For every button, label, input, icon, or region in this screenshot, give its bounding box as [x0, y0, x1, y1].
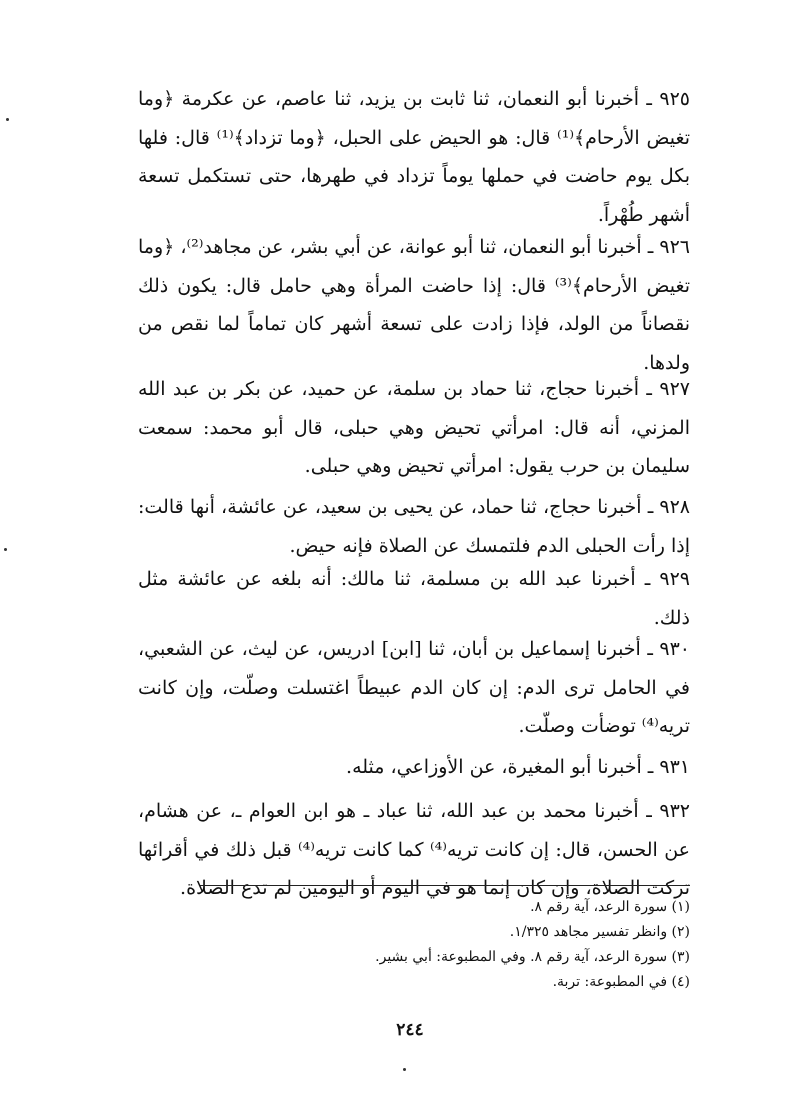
footnote-4: (٤) في المطبوعة: تربة.	[552, 974, 690, 990]
footnotes	[300, 895, 690, 995]
footnote-2: (٢) وانظر تفسير مجاهد ١/٣٢٥.	[509, 924, 690, 940]
hadith-929: ٩٢٩ ـ أخبرنا عبد الله بن مسلمة، ثنا مالك: أنه بلغه عن عائشة مثل ذلك.	[138, 568, 690, 629]
hadith-930: ٩٣٠ ـ أخبرنا إسماعيل بن أبان، ثنا [ابن] ادريس، عن ليث، عن الشعبي، في الحامل ترى الدم: إن كان الدم عبيطاً اغتسلت وصلّت، وإن كانت تريه⁽⁴⁾ توضأت وصلّت.	[138, 638, 690, 737]
page-number: ٢٤٤	[396, 1020, 424, 1040]
scan-mark	[6, 118, 9, 121]
footnote-1: (١) سورة الرعد، آية رقم ٨.	[530, 899, 690, 915]
hadith-927: ٩٢٧ ـ أخبرنا حجاج، ثنا حماد بن سلمة، عن حميد، عن بكر بن عبد الله المزني، أنه قال: امرأتي تحيض وهي حبلى، قال أبو محمد: سمعت سليمان بن حرب يقول: امرأتي تحيض وهي حبلى.	[138, 378, 690, 477]
hadith-932: ٩٣٢ ـ أخبرنا محمد بن عبد الله، ثنا عباد ـ هو ابن العوام ـ، عن هشام، عن الحسن، قال: إن كانت تريه⁽⁴⁾ كما كانت تريه⁽⁴⁾ قبل ذلك في أقرائها تركت الصلاة، وإن كان إنما هو في اليوم أو اليومين لم تدع الصلاة.	[138, 800, 691, 899]
scan-mark	[403, 1068, 406, 1071]
hadith-931: ٩٣١ ـ أخبرنا أبو المغيرة، عن الأوزاعي، مثله.	[346, 756, 690, 778]
hadith-928: ٩٢٨ ـ أخبرنا حجاج، ثنا حماد، عن يحيى بن سعيد، عن عائشة، أنها قالت: إذا رأت الحبلى الدم فلتمسك عن الصلاة فإنه حيض.	[138, 496, 690, 557]
main-text	[138, 80, 690, 902]
hadith-925: ٩٢٥ ـ أخبرنا أبو النعمان، ثنا ثابت بن يزيد، ثنا عاصم، عن عكرمة ﴿وما تغيض الأرحام﴾⁽¹⁾ قال: هو الحيض على الحبل، ﴿وما تزداد﴾⁽¹⁾ قال: فلها بكل يوم حاضت في حملها يوماً تزداد في طهرها، حتى تستكمل تسعة أشهر طُهْراً.	[138, 88, 690, 226]
hadith-926: ٩٢٦ ـ أخبرنا أبو النعمان، ثنا أبو عوانة، عن أبي بشر، عن مجاهد⁽²⁾، ﴿وما تغيض الأرحام﴾⁽³⁾ قال: إذا حاضت المرأة وهي حامل قال: يكون ذلك نقصاناً من الولد، فإذا زادت على تسعة أشهر كان تماماً لما نقص من ولدها.	[138, 236, 690, 374]
footnote-separator	[200, 885, 690, 886]
scan-mark	[4, 548, 7, 551]
footnote-3: (٣) سورة الرعد، آية رقم ٨. وفي المطبوعة: أبي بشير.	[375, 949, 690, 965]
